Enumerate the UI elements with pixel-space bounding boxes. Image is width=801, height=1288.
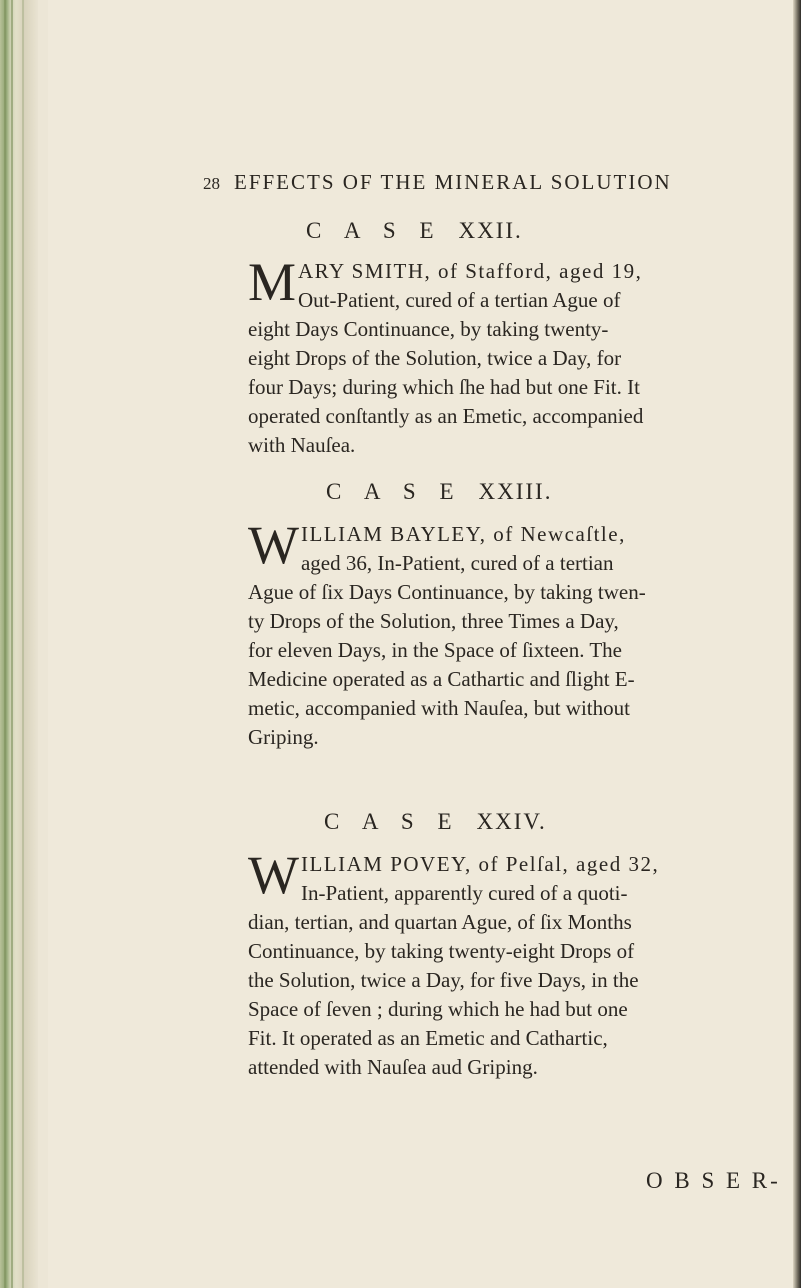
running-head: [203, 170, 672, 195]
case-heading-word: C A S E: [324, 809, 461, 834]
catchword: O B S E R-: [646, 1168, 781, 1193]
paragraph-line: Fit. It operated as an Emetic and Cathartic,: [248, 1026, 608, 1050]
paragraph-line: ILLIAM POVEY, of Pelſal, aged 32,: [300, 852, 660, 876]
case-heading-number: XXII.: [458, 218, 523, 243]
case-paragraph: [248, 845, 781, 1082]
paragraph-line: four Days; during which ſhe had but one Fit. It: [248, 375, 640, 399]
book-page: [48, 0, 793, 1288]
paragraph-line: attended with Nauſea aud Griping.: [248, 1055, 538, 1079]
paragraph-line: Griping.: [248, 725, 319, 749]
paragraph-line: Out-Patient, cured of a tertian Ague of: [298, 288, 621, 312]
paragraph-line: metic, accompanied with Nauſea, but without: [248, 696, 630, 720]
paragraph-line: Ague of ſix Days Continuance, by taking twen-: [248, 580, 646, 604]
paragraph-line: Continuance, by taking twenty-eight Drops of: [248, 939, 635, 963]
page-edge-shadow: [793, 0, 801, 1288]
paragraph-line: eight Days Continuance, by taking twenty-: [248, 317, 609, 341]
case-heading-word: C A S E: [306, 218, 443, 243]
paragraph-line: ILLIAM BAYLEY, of Newcaſtle,: [300, 522, 626, 546]
paragraph-line: ty Drops of the Solution, three Times a Day,: [248, 609, 619, 633]
case-paragraph: [248, 515, 781, 752]
drop-cap: M: [248, 252, 297, 312]
paragraph-line: Medicine operated as a Cathartic and ſlight E-: [248, 667, 635, 691]
paragraph-line: dian, tertian, and quartan Ague, of ſix Months: [248, 910, 632, 934]
binding-thread-line: [4, 0, 6, 1288]
page-number: 28: [203, 174, 220, 193]
drop-cap: W: [248, 515, 299, 575]
paragraph-line: aged 36, In-Patient, cured of a tertian: [300, 551, 614, 575]
paragraph-line: the Solution, twice a Day, for five Days, in the: [248, 968, 639, 992]
case-heading-word: C A S E: [326, 479, 463, 504]
paragraph-line: eight Drops of the Solution, twice a Day, for: [248, 346, 622, 370]
paragraph-line: Space of ſeven ; during which he had but one: [248, 997, 628, 1021]
binding-thread-line: [11, 0, 13, 1288]
paragraph-line: ARY SMITH, of Stafford, aged 19,: [298, 259, 643, 283]
running-head-title: EFFECTS OF THE MINERAL SOLUTION: [234, 170, 672, 194]
case-paragraph: [248, 252, 781, 460]
book-binding-edge: [0, 0, 38, 1288]
binding-thread-line: [22, 0, 24, 1288]
case-heading: [326, 479, 552, 505]
case-heading: [324, 809, 547, 835]
paragraph-line: for eleven Days, in the Space of ſixteen. The: [248, 638, 622, 662]
paragraph-line: operated conſtantly as an Emetic, accompanied: [248, 404, 644, 428]
paragraph-line: with Nauſea.: [248, 433, 356, 457]
case-heading: [306, 218, 523, 244]
drop-cap: W: [248, 845, 299, 905]
case-heading-number: XXIII.: [478, 479, 553, 504]
paragraph-line: In-Patient, apparently cured of a quoti-: [300, 881, 628, 905]
case-heading-number: XXIV.: [476, 809, 547, 834]
